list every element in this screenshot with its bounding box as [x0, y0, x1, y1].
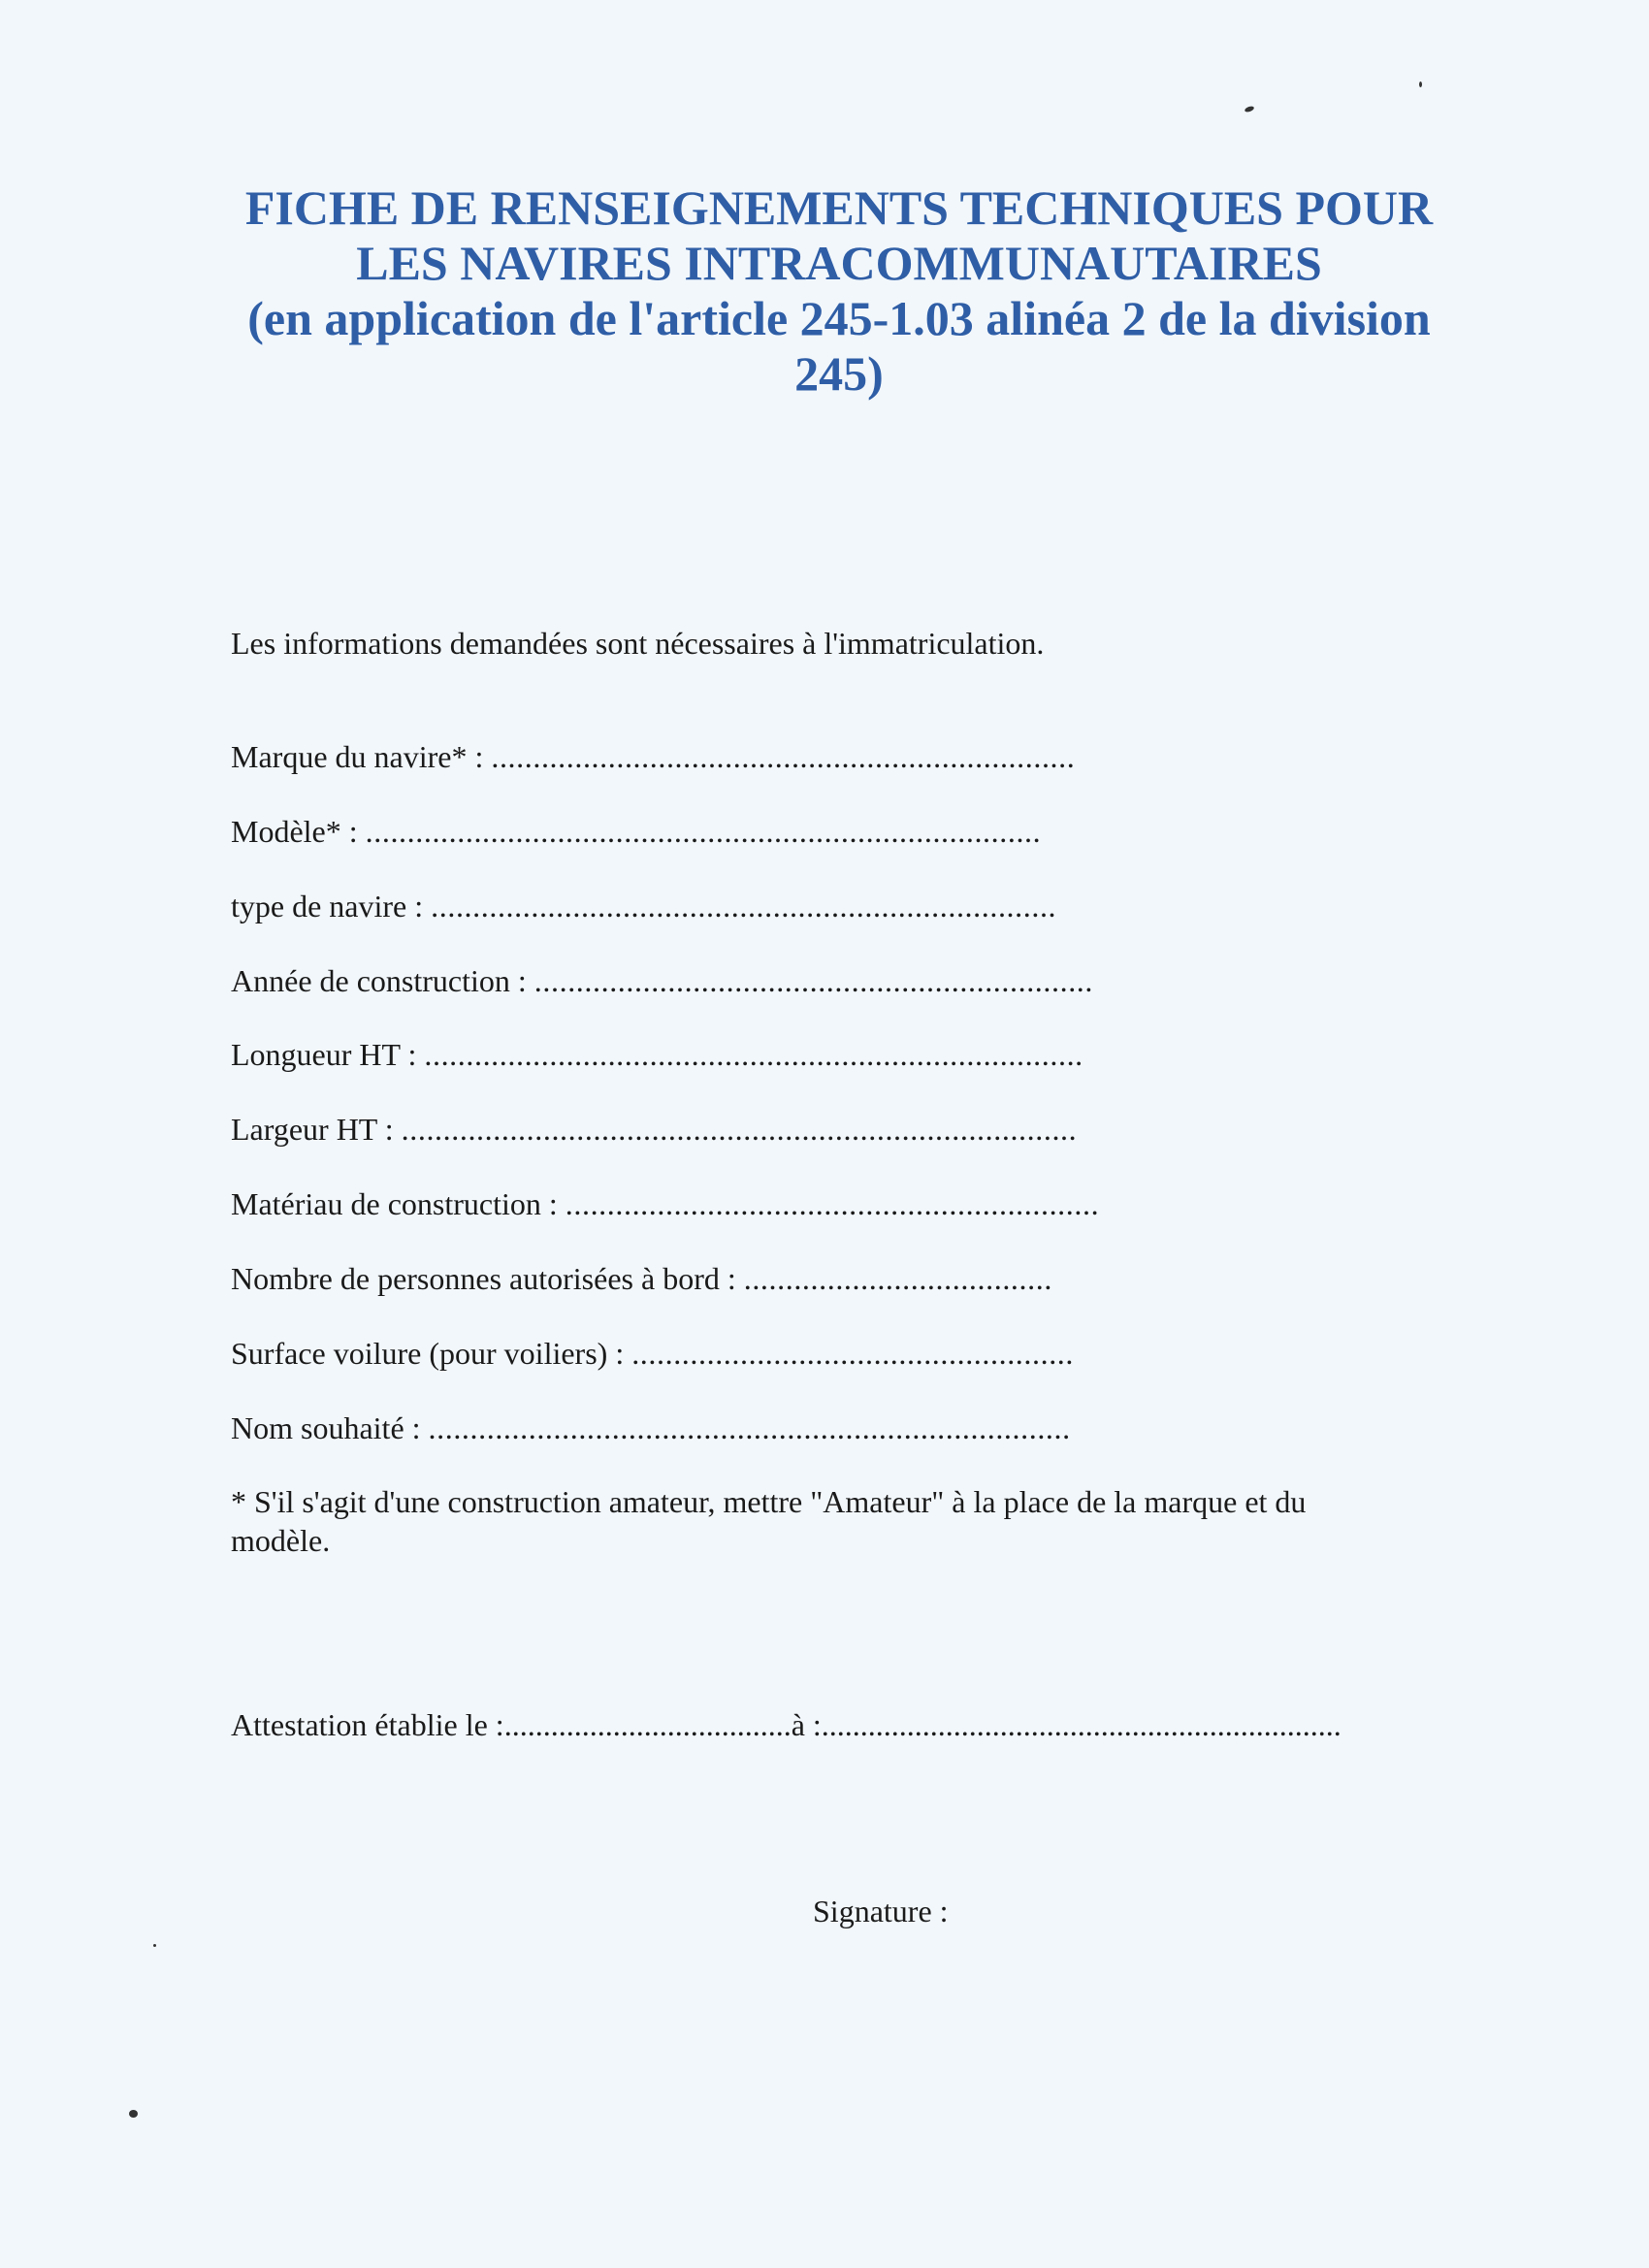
field-label: Matériau de construction : [231, 1186, 566, 1221]
signature-label: Signature : [813, 1894, 949, 1928]
field-annee-construction[interactable] [231, 963, 1093, 999]
scan-speck [129, 2110, 138, 2118]
field-materiau[interactable] [231, 1186, 1099, 1222]
field-dots[interactable]: ................................................................... [534, 963, 1093, 998]
attestation-line [231, 1707, 1342, 1743]
field-nombre-personnes[interactable] [231, 1261, 1052, 1297]
field-label: Nom souhaité : [231, 1410, 429, 1445]
amateur-note: * S'il s'agit d'une construction amateur, mettre "Amateur" à la place de la marque et du modèle. [231, 1484, 1307, 1558]
field-label: Année de construction : [231, 963, 534, 998]
field-type-navire[interactable] [231, 889, 1056, 924]
field-nom-souhaite[interactable] [231, 1410, 1071, 1446]
field-modele[interactable] [231, 814, 1041, 850]
field-dots[interactable]: ........................................................................... [431, 889, 1057, 923]
field-marque[interactable] [231, 739, 1075, 775]
field-dots[interactable]: ................................................................................. [401, 1112, 1078, 1147]
scan-speck [1419, 81, 1422, 87]
attestation-label: Attestation établie le : [231, 1707, 504, 1742]
field-dots[interactable]: ...................................................................... [491, 739, 1076, 774]
title-line-3: (en application de l'article 245-1.03 alinéa 2 de la division [247, 291, 1431, 345]
field-dots[interactable]: ................................................................ [565, 1186, 1100, 1221]
attestation-date-dots[interactable]: ..................................... [503, 1707, 792, 1742]
field-dots[interactable]: ................................................................................. [365, 814, 1042, 849]
field-label: Marque du navire* : [231, 739, 492, 774]
field-label: Modèle* : [231, 814, 366, 849]
title-line-1: FICHE DE RENSEIGNEMENTS TECHNIQUES POUR [244, 180, 1434, 235]
field-longueur[interactable] [231, 1037, 1083, 1073]
field-label: Longueur HT : [231, 1037, 425, 1072]
field-label: type de navire : [231, 889, 432, 923]
field-label: Largeur HT : [231, 1112, 402, 1147]
title-line-2: LES NAVIRES INTRACOMMUNAUTAIRES [356, 236, 1322, 290]
intro-text: Les informations demandées sont nécessaires à l'immatriculation. [231, 626, 1045, 661]
field-largeur[interactable] [231, 1112, 1077, 1148]
field-dots[interactable]: ............................................................................... [424, 1037, 1083, 1072]
field-label: Surface voilure (pour voiliers) : [231, 1336, 632, 1371]
field-label: Nombre de personnes autorisées à bord : [231, 1261, 744, 1296]
attestation-place-dots[interactable]: ................................................................... [821, 1707, 1342, 1742]
attestation-place-label: à : [791, 1707, 822, 1742]
field-dots[interactable]: ..................................... [743, 1261, 1052, 1296]
field-dots[interactable]: ............................................................................. [428, 1410, 1071, 1445]
field-dots[interactable]: ..................................................... [631, 1336, 1075, 1371]
scan-speck [153, 1944, 156, 1947]
form-title [0, 180, 1649, 402]
title-line-4: 245) [794, 346, 884, 401]
field-surface-voilure[interactable] [231, 1336, 1074, 1372]
scan-speck [1244, 105, 1254, 113]
